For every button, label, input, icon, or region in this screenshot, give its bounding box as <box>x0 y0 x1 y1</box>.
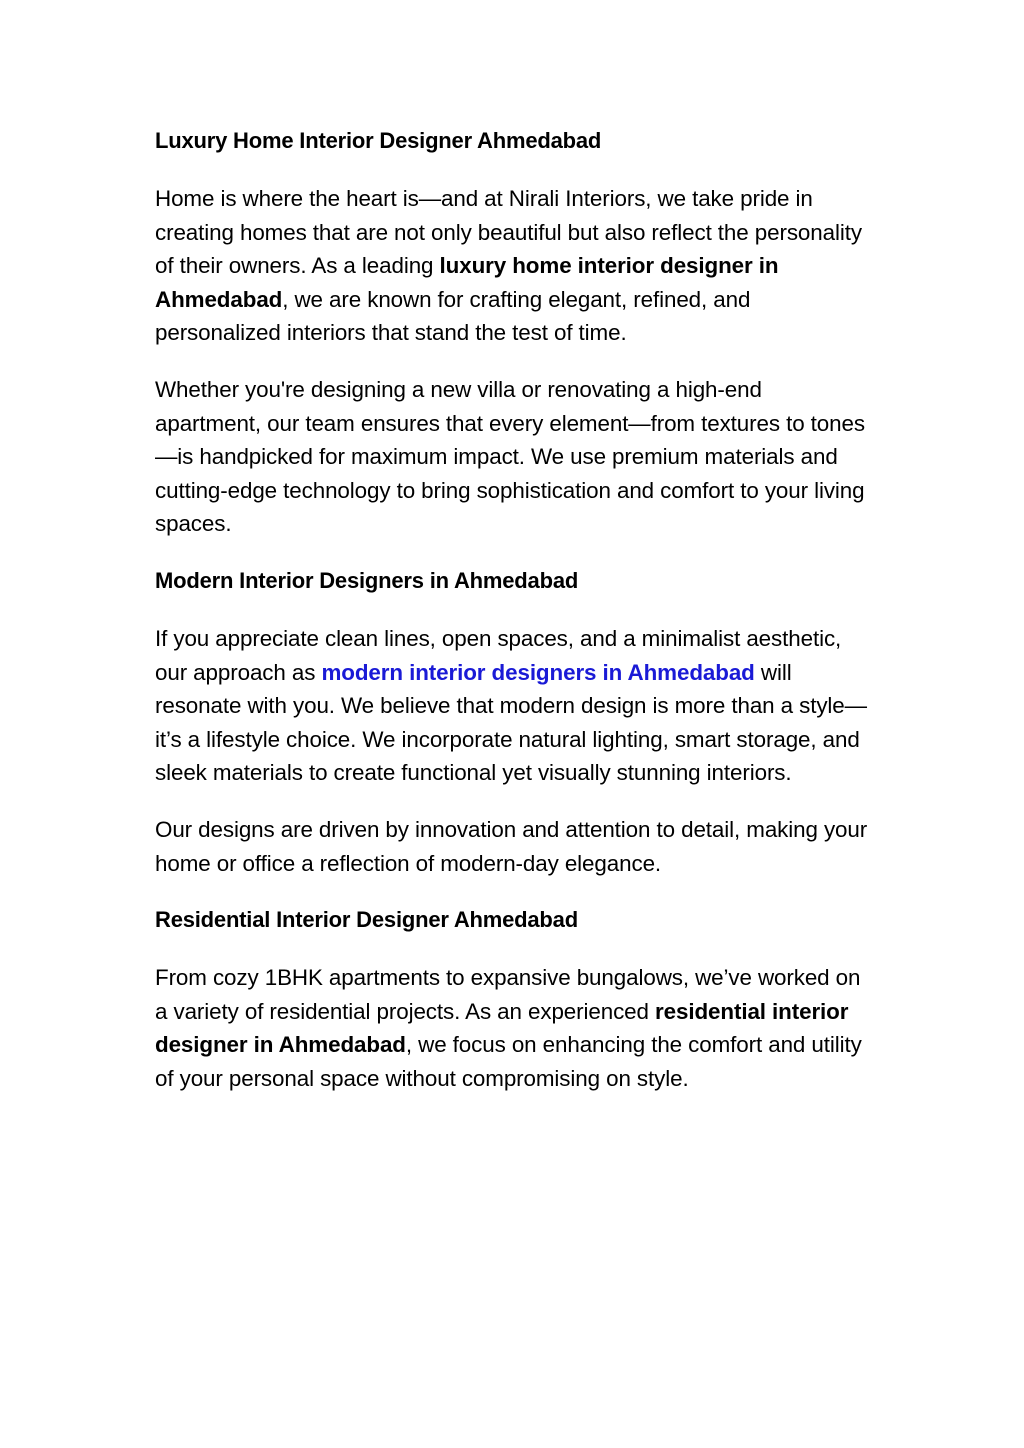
bold-phrase-residential: residential interior designer in Ahmedabad <box>155 998 849 1058</box>
paragraph-luxury-details: Whether you're designing a new villa or renovating a high-end apartment, our team ensures that every element—from textures to tones—is handpicked for maximum impact. We use premium materials and cutting-edge technology to bring sophistication and comfort to your living spaces. <box>155 376 865 537</box>
paragraph-modern-details: Our designs are driven by innovation and attention to detail, making your home or office a reflection of modern-day elegance. <box>155 816 868 876</box>
paragraph-text: From cozy 1BHK apartments to expansive bungalows, we’ve worked on a variety of residential projects. As an experienced <box>155 965 861 1024</box>
modern-interior-designers-link[interactable]: modern interior designers in Ahmedabad <box>321 659 755 685</box>
paragraph-text: Home is where the heart is—and at Nirali Interiors, we take pride in creating homes that are not only beautiful but also reflect the personality of their owners. As a leading <box>155 186 862 279</box>
paragraph-text: , we focus on enhancing the comfort and utility of your personal space without compromising on style. <box>155 1032 862 1091</box>
heading-modern: Modern Interior Designers in Ahmedabad <box>155 567 579 593</box>
paragraph-text: If you appreciate clean lines, open spaces, and a minimalist aesthetic, our approach as <box>155 625 842 685</box>
paragraph-modern-intro <box>155 622 870 790</box>
paragraph-residential-intro <box>155 961 870 1095</box>
paragraph-text: , we are known for crafting elegant, refined, and personalized interiors that stand the test of time. <box>155 286 751 346</box>
paragraph-text: will resonate with you. We believe that modern design is more than a style—it’s a lifestyle choice. We incorporate natural lighting, smart storage, and sleek materials to create functional yet visually stunning interiors. <box>155 659 867 786</box>
bold-phrase-luxury: luxury home interior designer in Ahmedabad <box>155 253 779 312</box>
heading-luxury: Luxury Home Interior Designer Ahmedabad <box>155 128 602 153</box>
paragraph-luxury-intro <box>155 182 870 350</box>
document-page <box>155 124 870 1118</box>
heading-residential: Residential Interior Designer Ahmedabad <box>155 907 578 933</box>
